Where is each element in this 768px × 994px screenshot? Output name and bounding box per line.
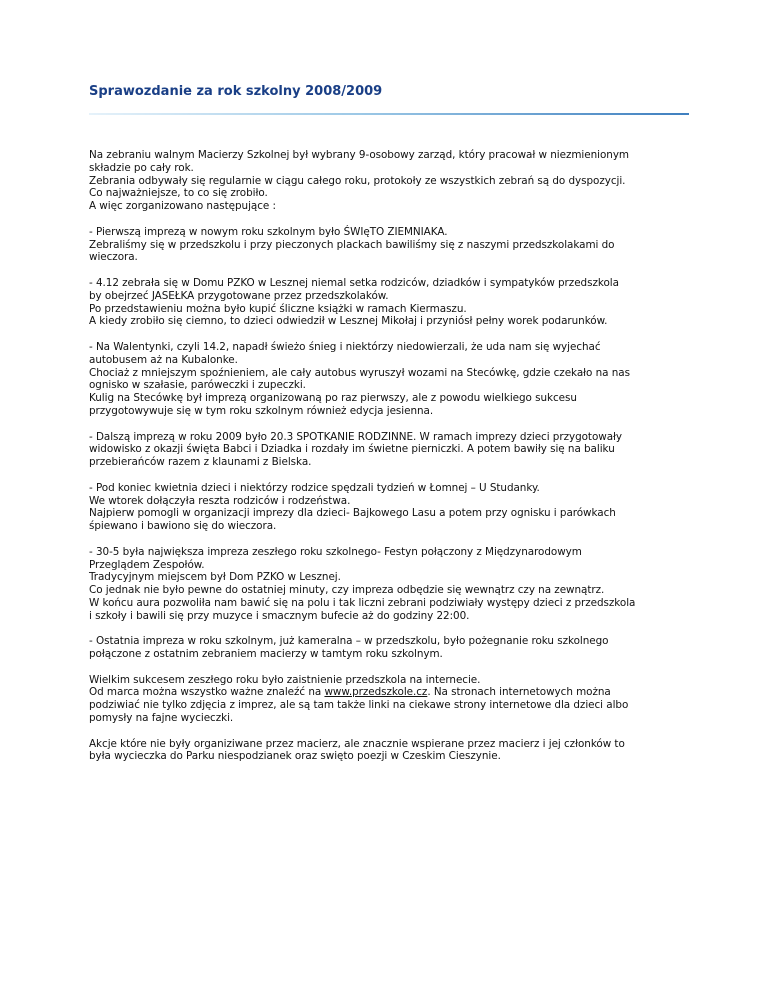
text-line: - Pierwszą imprezą w nowym roku szkolnym było ŚWIęTO ZIEMNIAKA. <box>89 225 448 238</box>
text-line: widowisko z okazji święta Babci i Dziadka i rozdały im świetne pierniczki. A potem bawiły się na baliku <box>89 443 615 456</box>
text-line: autobusem aż na Kubalonke. <box>89 353 238 366</box>
text-line: Tradycyjnym miejscem był Dom PZKO w Lesznej. <box>89 571 341 584</box>
text-line: Przeglądem Zespołów. <box>89 558 205 571</box>
text-line: składzie po cały rok. <box>89 161 194 174</box>
paragraph-list <box>89 149 689 661</box>
text-line: - Dalszą imprezą w roku 2009 było 20.3 SPOTKANIE RODZINNE. W ramach imprezy dzieci przygotowały <box>89 430 623 443</box>
text-line: wieczora. <box>89 251 138 264</box>
text-line: by obejrzeć JASEŁKA przygotowane przez przedszkolaków. <box>89 289 389 302</box>
text-line: Wielkim sukcesem zeszłego roku było zaistnienie przedszkola na internecie. <box>89 673 481 686</box>
text-line: Chociaż z mniejszym spoźnieniem, ale cały autobus wyruszył wozami na Stecówkę, gdzie czekało na nas <box>89 366 630 379</box>
text-line: A kiedy zrobiło się ciemno, to dzieci odwiedził w Lesznej Mikołaj i przyniósł pełny worek podarunków. <box>89 315 608 328</box>
document-body <box>89 149 689 763</box>
text-line: Najpierw pomogli w organizacji imprezy dla dzieci- Bajkowego Lasu a potem przy ognisku i parówkach <box>89 507 616 520</box>
report-paragraph <box>89 226 689 264</box>
text-line: podziwiać nie tylko zdjęcia z imprez, ale są tam także linki na ciekawe strony internetowe dla dzieci albo <box>89 699 629 712</box>
text-segment: . Na stronach internetowych można <box>427 686 611 699</box>
report-paragraph <box>89 431 689 469</box>
text-line: Akcje które nie były organiziwane przez macierz, ale znacznie wspierane przez macierz i jej członków to <box>89 737 625 750</box>
report-paragraph <box>89 635 689 661</box>
text-line: Co najważniejsze, to co się zrobiło. <box>89 187 268 200</box>
document-title: Sprawozdanie za rok szkolny 2008/2009 <box>89 84 383 99</box>
text-line: połączone z ostatnim zebraniem macierzy w tamtym roku szkolnym. <box>89 648 443 661</box>
paragraph-closing <box>89 738 689 764</box>
text-line: ognisko w szałasie, paróweczki i zupeczki. <box>89 379 306 392</box>
text-line: - 4.12 zebrała się w Domu PZKO w Lesznej niemal setka rodziców, dziadków i sympatyków przedszkola <box>89 276 619 289</box>
report-paragraph <box>89 149 689 213</box>
text-line: A więc zorganizowano następujące : <box>89 200 276 213</box>
text-line: Po przedstawieniu można było kupić śliczne książki w ramach Kiermaszu. <box>89 302 467 315</box>
text-line: i szkoły i bawili się przy muzyce i smacznym bufecie aż do godziny 22:00. <box>89 609 470 622</box>
report-paragraph <box>89 277 689 328</box>
text-line: Co jednak nie było pewne do ostatniej minuty, czy impreza odbędzie się wewnątrz czy na zewnątrz. <box>89 584 605 597</box>
report-paragraph <box>89 341 689 418</box>
text-segment: Od marca można wszystko ważne znaleźć na <box>89 686 325 699</box>
text-line <box>89 686 689 699</box>
text-line: przygotowywuje się w tym roku szkolnym również edycja jesienna. <box>89 404 434 417</box>
text-line: We wtorek dołączyła reszta rodziców i rodzeństwa. <box>89 494 351 507</box>
report-paragraph <box>89 482 689 533</box>
text-line: - 30-5 była największa impreza zeszłego roku szkolnego- Festyn połączony z Międzynarodowym <box>89 545 582 558</box>
text-line: śpiewano i bawiono się do wieczora. <box>89 520 277 533</box>
document-page <box>89 84 689 776</box>
text-line: przebierańców razem z klaunami z Bielska. <box>89 456 312 469</box>
text-line: - Na Walentynki, czyli 14.2, napadł świeżo śnieg i niektórzy niedowierzali, że uda nam się wyjechać <box>89 340 601 353</box>
text-line: była wycieczka do Parku niespodzianek oraz swięto poezji w Czeskim Cieszynie. <box>89 750 501 763</box>
text-line: pomysły na fajne wycieczki. <box>89 712 234 725</box>
paragraph-website <box>89 674 689 725</box>
text-line: - Pod koniec kwietnia dzieci i niektórzy rodzice spędzali tydzień w Łomnej – U Studanky. <box>89 481 540 494</box>
text-line: - Ostatnia impreza w roku szkolnym, już kameralna – w przedszkolu, było pożegnanie roku szkolnego <box>89 635 609 648</box>
title-divider <box>89 113 689 115</box>
text-line: Na zebraniu walnym Macierzy Szkolnej był wybrany 9-osobowy zarząd, który pracował w niezmienionym <box>89 149 629 161</box>
text-line: Kulig na Stecówkę był imprezą organizowaną po raz pierwszy, ale z powodu wielkiego sukcesu <box>89 392 577 405</box>
text-line: W końcu aura pozwoliła nam bawić się na polu i tak liczni zebrani podziwiały występy dzieci z przedszkola <box>89 596 636 609</box>
website-link[interactable]: www.przedszkole.cz <box>324 686 428 699</box>
report-paragraph <box>89 546 689 623</box>
text-line: Zebrania odbywały się regularnie w ciągu całego roku, protokoły ze wszystkich zebrań są do dyspozycji. <box>89 174 626 187</box>
text-line: Zebraliśmy się w przedszkolu i przy pieczonych plackach bawiliśmy się z naszymi przedszkolakami do <box>89 238 615 251</box>
